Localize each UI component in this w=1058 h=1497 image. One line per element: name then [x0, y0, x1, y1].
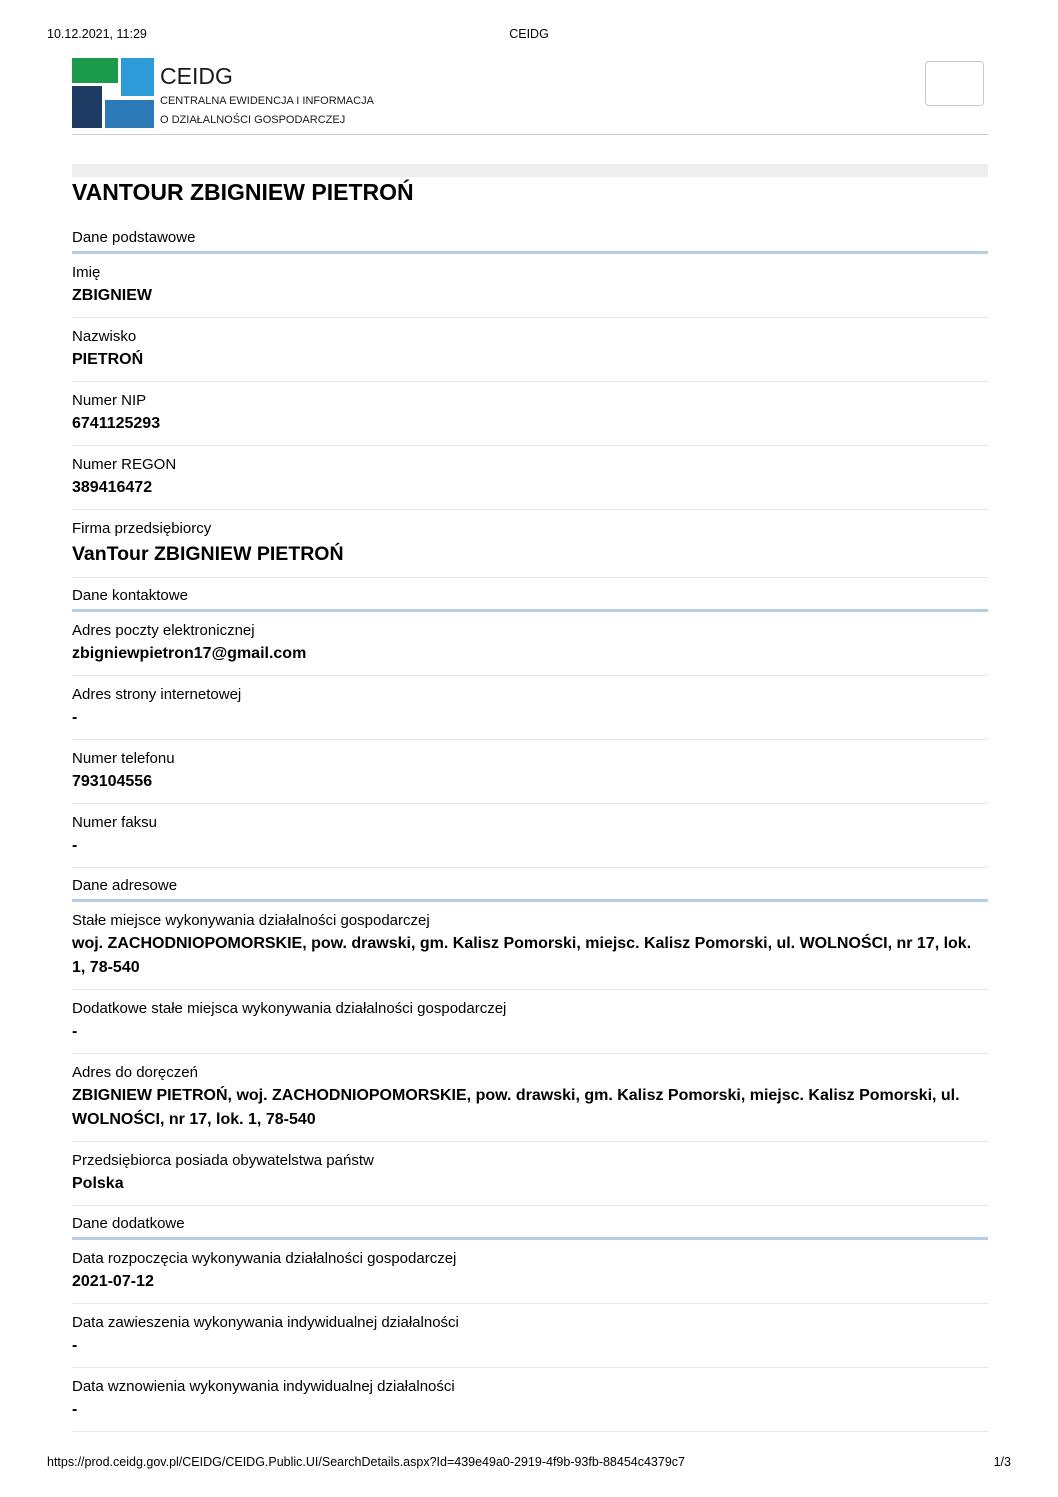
field-value: -: [72, 709, 78, 726]
section-header-address: [72, 868, 988, 902]
field-value[interactable]: zbigniewpietron17@gmail.com: [72, 645, 307, 662]
field-value: ZBIGNIEW: [72, 287, 152, 304]
field-label: Data wznowienia wykonywania indywidualnej działalności: [72, 1378, 455, 1395]
field-fax: [72, 804, 988, 868]
field-label: Przedsiębiorca posiada obywatelstwa państw: [72, 1152, 374, 1169]
title-top-bar: [72, 164, 988, 177]
section-title-basic: Dane podstawowe: [72, 229, 196, 246]
field-main-place: [72, 902, 988, 990]
field-suspension-date: [72, 1304, 988, 1368]
section-underline: [72, 899, 988, 902]
field-value: VanTour ZBIGNIEW PIETROŃ: [72, 543, 344, 565]
print-page-number: 1/3: [993, 1455, 1011, 1469]
field-value: -: [72, 1023, 78, 1040]
section-underline: [72, 609, 988, 612]
section-header-additional: [72, 1206, 988, 1240]
section-header-contact: [72, 578, 988, 612]
header-divider: [72, 134, 988, 135]
field-website: [72, 676, 988, 740]
print-datetime: 10.12.2021, 11:29: [47, 27, 147, 41]
field-label: Data zawieszenia wykonywania indywidualnej działalności: [72, 1314, 459, 1331]
logo-white-notch: [105, 86, 118, 97]
field-label: Imię: [72, 264, 101, 281]
field-label: Data rozpoczęcia wykonywania działalności gospodarczej: [72, 1250, 457, 1267]
print-page-title: CEIDG: [509, 27, 549, 41]
field-label: Numer NIP: [72, 392, 147, 409]
field-company: [72, 510, 988, 578]
field-value: -: [72, 1401, 78, 1418]
field-resumption-date: [72, 1368, 988, 1432]
logo-midblue-block: [105, 100, 154, 128]
field-value: -: [72, 1337, 78, 1354]
field-value: -: [72, 837, 78, 854]
field-value: 389416472: [72, 479, 153, 496]
field-label: Adres poczty elektronicznej: [72, 622, 255, 639]
field-value: 793104556: [72, 773, 153, 790]
field-label: Firma przedsiębiorcy: [72, 520, 212, 537]
field-citizenship: [72, 1142, 988, 1206]
field-value: ZBIGNIEW PIETROŃ, woj. ZACHODNIOPOMORSKIE, pow. drawski, gm. Kalisz Pomorski, miejsc. Kalisz Pomorski, ul. WOLNOŚCI, nr 17, lok. 1, 78-540: [72, 1087, 960, 1128]
field-label: Numer faksu: [72, 814, 158, 831]
section-underline: [72, 1237, 988, 1240]
field-last-name: [72, 318, 988, 382]
field-label: Stałe miejsce wykonywania działalności gospodarczej: [72, 912, 430, 929]
field-label: Adres do doręczeń: [72, 1064, 198, 1081]
field-nip: [72, 382, 988, 446]
logo-lightblue-block: [121, 58, 154, 96]
logo-navy-block: [72, 86, 102, 128]
field-value: PIETROŃ: [72, 351, 144, 368]
section-title-address: Dane adresowe: [72, 877, 178, 894]
field-label: Dodatkowe stałe miejsca wykonywania działalności gospodarczej: [72, 1000, 507, 1017]
logo-green-block: [72, 58, 118, 83]
brand-subtitle-line1: CENTRALNA EWIDENCJA I INFORMACJA: [160, 95, 374, 107]
field-value: woj. ZACHODNIOPOMORSKIE, pow. drawski, gm. Kalisz Pomorski, miejsc. Kalisz Pomorski, ul. WOLNOŚCI, nr 17, lok. 1, 78-540: [72, 935, 972, 976]
field-label: Nazwisko: [72, 328, 137, 345]
ceidg-logo[interactable]: [72, 58, 154, 128]
field-value: 2021-07-12: [72, 1273, 154, 1290]
field-regon: [72, 446, 988, 510]
field-label: Adres strony internetowej: [72, 686, 242, 703]
field-label: Numer telefonu: [72, 750, 175, 767]
section-header-basic: [72, 220, 988, 254]
field-first-name: [72, 254, 988, 318]
section-title-contact: Dane kontaktowe: [72, 587, 188, 604]
field-value: 6741125293: [72, 415, 161, 432]
header-menu-box[interactable]: [925, 61, 984, 106]
brand-title: CEIDG: [160, 63, 233, 89]
field-email: [72, 612, 988, 676]
page-title: VANTOUR ZBIGNIEW PIETROŃ: [72, 179, 414, 205]
field-start-date: [72, 1240, 988, 1304]
field-delivery-address: [72, 1054, 988, 1142]
field-phone: [72, 740, 988, 804]
brand-subtitle-line2: O DZIAŁALNOŚCI GOSPODARCZEJ: [160, 114, 346, 126]
field-label: Numer REGON: [72, 456, 177, 473]
details-content: [72, 220, 988, 1432]
print-url: https://prod.ceidg.gov.pl/CEIDG/CEIDG.Public.UI/SearchDetails.aspx?Id=439e49a0-2919-4f9b-93fb-88454c4379c7: [47, 1455, 685, 1469]
field-value: Polska: [72, 1175, 124, 1192]
section-underline: [72, 251, 988, 254]
field-extra-places: [72, 990, 988, 1054]
section-title-additional: Dane dodatkowe: [72, 1215, 185, 1232]
